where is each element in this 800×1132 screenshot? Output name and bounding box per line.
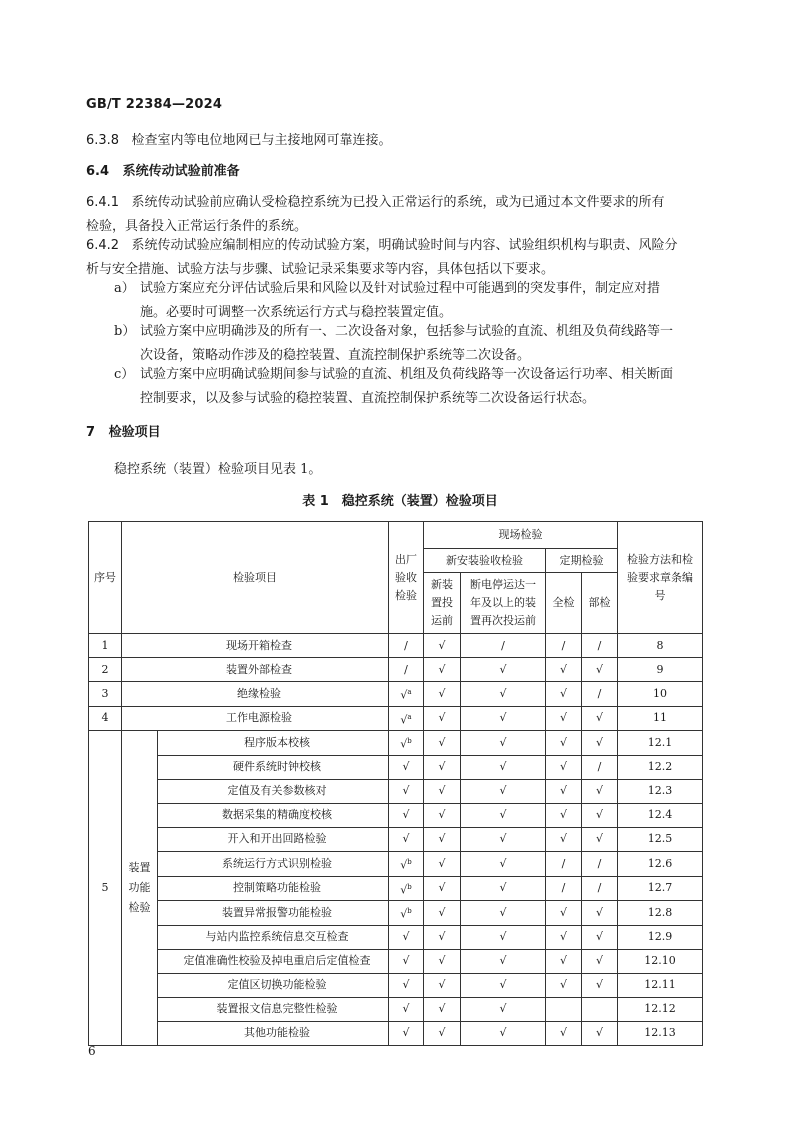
clause-6-3-8 [86, 129, 708, 153]
cell-outage: √ [461, 851, 546, 876]
cell-full: √ [546, 973, 582, 997]
list-text-line2: 施。必要时可调整一次系统运行方式与稳控装置定值。 [140, 305, 453, 320]
clause-text-line1: 系统传动试验应编制相应的传动试验方案，明确试验时间与内容、试验组织机构与职责、风险分 [131, 238, 678, 253]
cell-factory-mark: √ [402, 784, 410, 798]
cell-full: √ [546, 755, 582, 779]
cell-new-device: √ [424, 755, 461, 779]
section-title: 检验项目 [108, 425, 161, 440]
cell-full: / [546, 634, 582, 658]
cell-factory-mark: √ [402, 930, 410, 944]
clause-number: 6.4.2 [86, 238, 120, 253]
table-row [89, 876, 703, 901]
cell-item: 装置外部检查 [122, 658, 389, 682]
cell-outage: √ [461, 706, 546, 731]
cell-new-device: √ [424, 925, 461, 949]
cell-outage: √ [461, 755, 546, 779]
section-number: 7 [86, 425, 96, 440]
cell-full: √ [546, 658, 582, 682]
cell-group-label: 装置功能检验 [122, 731, 158, 1046]
list-text-line1: 试验方案中应明确试验期间参与试验的直流、机组及负荷线路等一次设备运行功率、相关断面 [140, 367, 674, 382]
cell-partial: √ [582, 803, 618, 827]
cell-seq: 5 [89, 731, 122, 1046]
cell-new-device: √ [424, 997, 461, 1021]
table-row [89, 973, 703, 997]
header-new-device: 新装置投运前 [424, 573, 461, 634]
cell-factory [389, 925, 424, 949]
cell-factory [389, 901, 424, 926]
cell-outage: √ [461, 1021, 546, 1045]
cell-factory [389, 779, 424, 803]
table-row [89, 706, 703, 731]
cell-seq: 4 [89, 706, 122, 731]
cell-clause: 8 [618, 634, 703, 658]
header-field: 现场检验 [424, 522, 618, 549]
cell-factory [389, 949, 424, 973]
cell-new-device: √ [424, 706, 461, 731]
cell-clause: 12.10 [618, 949, 703, 973]
cell-new-device: √ [424, 658, 461, 682]
table-row [89, 803, 703, 827]
cell-factory [389, 827, 424, 851]
header-item: 检验项目 [122, 522, 389, 634]
cell-outage: √ [461, 973, 546, 997]
table-row [89, 779, 703, 803]
cell-full: √ [546, 682, 582, 707]
table-row [89, 682, 703, 707]
cell-factory-mark: / [404, 638, 408, 652]
header-outage: 断电停运达一年及以上的装置再次投运前 [461, 573, 546, 634]
cell-clause: 12.12 [618, 997, 703, 1021]
cell-partial: / [582, 851, 618, 876]
cell-partial: / [582, 876, 618, 901]
cell-outage: √ [461, 803, 546, 827]
cell-partial: √ [582, 658, 618, 682]
cell-factory [389, 682, 424, 707]
footnote-marker: b [407, 737, 412, 746]
cell-clause: 12.7 [618, 876, 703, 901]
table-row [89, 851, 703, 876]
cell-factory-mark: √ [400, 907, 408, 921]
cell-clause: 12.8 [618, 901, 703, 926]
cell-full: √ [546, 731, 582, 756]
cell-new-device: √ [424, 876, 461, 901]
cell-factory [389, 1021, 424, 1045]
cell-new-device: √ [424, 634, 461, 658]
cell-outage: √ [461, 949, 546, 973]
cell-new-device: √ [424, 973, 461, 997]
list-text-line2: 控制要求，以及参与试验的稳控装置、直流控制保护系统等二次设备运行状态。 [140, 391, 596, 406]
cell-partial: √ [582, 706, 618, 731]
cell-item: 定值准确性校验及掉电重启后定值检查 [158, 949, 389, 973]
cell-full: / [546, 851, 582, 876]
cell-new-device: √ [424, 827, 461, 851]
cell-item: 其他功能检验 [158, 1021, 389, 1045]
cell-new-device: √ [424, 901, 461, 926]
cell-factory-mark: √ [402, 978, 410, 992]
cell-factory [389, 803, 424, 827]
table-row [89, 827, 703, 851]
footnote-marker: b [407, 857, 412, 866]
list-marker: c） [114, 367, 135, 382]
page-number: 6 [88, 1044, 96, 1058]
clause-text: 检查室内等电位地网已与主接地网可靠连接。 [131, 133, 392, 148]
cell-clause: 12.11 [618, 973, 703, 997]
header-new-install: 新安装验收检验 [424, 549, 546, 573]
cell-partial: √ [582, 973, 618, 997]
cell-factory [389, 731, 424, 756]
cell-seq: 1 [89, 634, 122, 658]
cell-clause: 12.9 [618, 925, 703, 949]
cell-partial: √ [582, 1021, 618, 1045]
cell-partial: √ [582, 925, 618, 949]
cell-full: √ [546, 803, 582, 827]
table-row [89, 901, 703, 926]
header-clause: 检验方法和检验要求章条编号 [618, 522, 703, 634]
list-text-line2: 次设备，策略动作涉及的稳控装置、直流控制保护系统等二次设备。 [140, 348, 531, 363]
cell-item: 装置异常报警功能检验 [158, 901, 389, 926]
list-item-c [114, 363, 708, 411]
cell-outage: √ [461, 925, 546, 949]
clause-6-4-1 [86, 191, 708, 239]
table-row [89, 658, 703, 682]
clause-text-line2: 析与安全措施、试验方法与步骤、试验记录采集要求等内容，具体包括以下要求。 [86, 262, 555, 277]
table-row [89, 755, 703, 779]
cell-clause: 12.2 [618, 755, 703, 779]
cell-item: 与站内监控系统信息交互检查 [158, 925, 389, 949]
cell-new-device: √ [424, 851, 461, 876]
cell-item: 工作电源检验 [122, 706, 389, 731]
list-marker: b） [114, 324, 136, 339]
cell-new-device: √ [424, 949, 461, 973]
cell-item: 定值及有关参数核对 [158, 779, 389, 803]
cell-partial: √ [582, 779, 618, 803]
cell-partial: √ [582, 949, 618, 973]
cell-full: √ [546, 949, 582, 973]
list-item-b [114, 320, 708, 368]
cell-outage: √ [461, 827, 546, 851]
header-factory: 出厂验收检验 [389, 522, 424, 634]
cell-clause: 12.6 [618, 851, 703, 876]
cell-factory [389, 973, 424, 997]
cell-partial: / [582, 755, 618, 779]
cell-outage: √ [461, 682, 546, 707]
cell-item: 数据采集的精确度校核 [158, 803, 389, 827]
cell-item: 现场开箱检查 [122, 634, 389, 658]
clause-text-line1: 系统传动试验前应确认受检稳控系统为已投入正常运行的系统，或为已通过本文件要求的所有 [131, 195, 665, 210]
footnote-marker: b [407, 907, 412, 916]
cell-full [546, 997, 582, 1021]
header-full: 全检 [546, 573, 582, 634]
cell-new-device: √ [424, 682, 461, 707]
cell-item: 控制策略功能检验 [158, 876, 389, 901]
cell-item: 定值区切换功能检验 [158, 973, 389, 997]
table-row [89, 731, 703, 756]
cell-factory [389, 634, 424, 658]
section-title: 系统传动试验前准备 [122, 164, 240, 179]
cell-partial [582, 997, 618, 1021]
cell-factory-mark: √ [402, 1026, 410, 1040]
inspection-items-table [88, 521, 703, 1046]
cell-seq: 3 [89, 682, 122, 707]
cell-factory-mark: √ [402, 832, 410, 846]
cell-factory-mark: √ [402, 1002, 410, 1016]
cell-partial: √ [582, 827, 618, 851]
cell-partial: / [582, 634, 618, 658]
cell-full: / [546, 876, 582, 901]
clause-number: 6.3.8 [86, 133, 120, 148]
cell-factory-mark: √ [400, 713, 408, 727]
cell-item: 程序版本校核 [158, 731, 389, 756]
cell-factory-mark: √ [400, 688, 408, 702]
cell-factory-mark: √ [402, 954, 410, 968]
cell-item: 硬件系统时钟校核 [158, 755, 389, 779]
cell-factory-mark: √ [400, 858, 408, 872]
cell-factory [389, 851, 424, 876]
cell-item: 开入和开出回路检验 [158, 827, 389, 851]
cell-outage: √ [461, 997, 546, 1021]
cell-clause: 9 [618, 658, 703, 682]
cell-partial: √ [582, 731, 618, 756]
cell-clause: 12.3 [618, 779, 703, 803]
cell-full: √ [546, 779, 582, 803]
cell-partial: √ [582, 901, 618, 926]
cell-new-device: √ [424, 731, 461, 756]
cell-factory [389, 706, 424, 731]
list-item-a [114, 277, 708, 325]
cell-item: 绝缘检验 [122, 682, 389, 707]
section-7-heading [86, 421, 708, 445]
cell-item: 装置报文信息完整性检验 [158, 997, 389, 1021]
cell-factory-mark: √ [400, 737, 408, 751]
cell-factory-mark: / [404, 662, 408, 676]
cell-seq: 2 [89, 658, 122, 682]
cell-item: 系统运行方式识别检验 [158, 851, 389, 876]
cell-outage: √ [461, 876, 546, 901]
header-seq: 序号 [89, 522, 122, 634]
section-6-4-heading [86, 160, 708, 184]
cell-factory-mark: √ [400, 883, 408, 897]
cell-full: √ [546, 925, 582, 949]
cell-full: √ [546, 706, 582, 731]
cell-full: √ [546, 1021, 582, 1045]
table-row [89, 997, 703, 1021]
section-7-text: 稳控系统（装置）检验项目见表 1。 [114, 462, 322, 477]
cell-clause: 12.4 [618, 803, 703, 827]
table-title: 表 1 稳控系统（装置）检验项目 [302, 494, 498, 509]
cell-factory-mark: √ [402, 808, 410, 822]
cell-clause: 12.13 [618, 1021, 703, 1045]
cell-outage: √ [461, 658, 546, 682]
cell-new-device: √ [424, 779, 461, 803]
cell-factory-mark: √ [402, 760, 410, 774]
cell-factory [389, 755, 424, 779]
header-periodic: 定期检验 [546, 549, 618, 573]
clause-number: 6.4.1 [86, 195, 120, 210]
table-row [89, 634, 703, 658]
cell-factory [389, 658, 424, 682]
cell-clause: 10 [618, 682, 703, 707]
cell-clause: 12.1 [618, 731, 703, 756]
clause-text-line2: 检验，具备投入正常运行条件的系统。 [86, 219, 308, 234]
table-row [89, 1021, 703, 1045]
table-row [89, 949, 703, 973]
cell-clause: 11 [618, 706, 703, 731]
list-marker: a） [114, 281, 135, 296]
cell-new-device: √ [424, 803, 461, 827]
footnote-marker: a [407, 688, 412, 696]
footnote-marker: a [407, 712, 412, 721]
cell-new-device: √ [424, 1021, 461, 1045]
cell-outage: / [461, 634, 546, 658]
standard-number: GB/T 22384—2024 [86, 97, 223, 112]
cell-full: √ [546, 827, 582, 851]
list-text-line1: 试验方案中应明确涉及的所有一、二次设备对象，包括参与试验的直流、机组及负荷线路等一 [140, 324, 674, 339]
table-row [89, 925, 703, 949]
footnote-marker: b [407, 882, 412, 891]
cell-partial: / [582, 682, 618, 707]
cell-outage: √ [461, 731, 546, 756]
list-text-line1: 试验方案应充分评估试验后果和风险以及针对试验过程中可能遇到的突发事件，制定应对措 [140, 281, 661, 296]
cell-outage: √ [461, 901, 546, 926]
cell-outage: √ [461, 779, 546, 803]
cell-factory [389, 876, 424, 901]
header-partial: 部检 [582, 573, 618, 634]
cell-factory [389, 997, 424, 1021]
cell-full: √ [546, 901, 582, 926]
clause-6-4-2 [86, 234, 708, 282]
section-number: 6.4 [86, 164, 110, 179]
cell-clause: 12.5 [618, 827, 703, 851]
